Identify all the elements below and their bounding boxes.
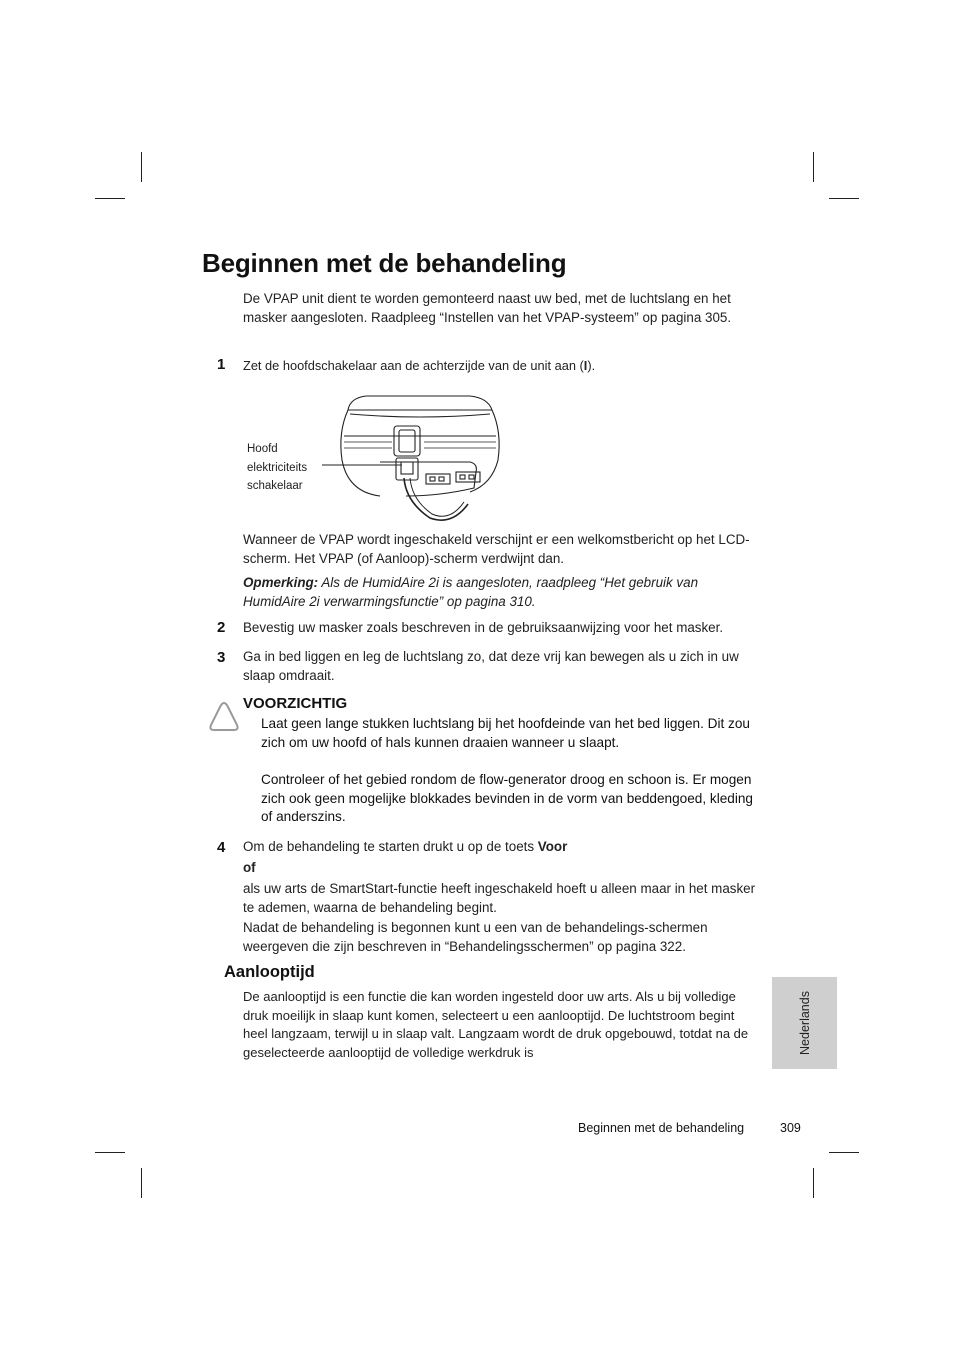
intro-paragraph: De VPAP unit dient te worden gemonteerd naast uw bed, met de luchtslang en het masker aangesloten. Raadpleeg “Instellen van het VPAP-systeem” op pagina 305. — [243, 291, 732, 325]
section-heading: Aanlooptijd — [224, 963, 315, 981]
step-4-continuation-1: als uw arts de SmartStart-functie heeft ingeschakeld hoeft u alleen maar in het masker te ademen, waarna de behandeling begint. — [243, 881, 756, 915]
caution-triangle-icon — [208, 700, 240, 734]
footer-page-number: 309 — [780, 1121, 801, 1135]
crop-mark-top-right-v — [813, 152, 814, 182]
figure-label-line: schakelaar — [247, 480, 303, 492]
aanlooptijd-paragraph: De aanlooptijd is een functie die kan worden ingesteld door uw arts. Als u bij volledige druk moeilijk in slaap kunt komen, selecteert u een aanlooptijd. De luchtstroom begint heel langzaam, terwijl u in slaap valt. Langzaam wordt de druk opgebouwd, totdat na de geselecteerde aanlooptijd de volledige werkdruk is — [243, 989, 749, 1060]
footer-section-title: Beginnen met de behandeling — [578, 1121, 745, 1135]
caution-paragraph-2: Controleer of het gebied rondom de flow-generator droog en schoon is. Er mogen zich ook geen mogelijke blokkades bevinden in de vorm van beddengoed, kleding of anderszins. — [261, 772, 753, 825]
language-tab-label: Nederlands — [797, 991, 812, 1055]
caution-paragraph-1: Laat geen lange stukken luchtslang bij het hoofdeinde van het bed liggen. Dit zou zich om uw hoofd of hals kunnen draaien wanneer u slaapt. — [261, 716, 750, 750]
language-side-tab — [772, 977, 837, 1069]
step-number-2: 2 — [217, 619, 226, 636]
page-title: Beginnen met de behandeling — [202, 248, 567, 278]
step-number-4: 4 — [217, 839, 226, 856]
after-figure-paragraph: Wanneer de VPAP wordt ingeschakeld verschijnt er een welkomstbericht op het LCD-scherm. Het VPAP (of Aanloop)-scherm verdwijnt dan. — [243, 532, 750, 566]
crop-mark-top-right-h — [829, 198, 859, 199]
step-4-or: of — [243, 860, 256, 875]
figure-label-line: Hoofd — [247, 443, 278, 455]
step-2-text: Bevestig uw masker zoals beschreven in de gebruiksaanwijzing voor het masker. — [243, 620, 724, 635]
crop-mark-top-left-v — [141, 152, 142, 182]
note-paragraph: Opmerking: Als de HumidAire 2i is aangesloten, raadpleeg “Het gebruik van HumidAire 2i verwarmingsfunctie” op pagina 310. — [243, 575, 699, 609]
step-3-text: Ga in bed liggen en leg de luchtslang zo, dat deze vrij kan bewegen als u zich in uw slaap omdraait. — [243, 649, 739, 683]
caution-heading: VOORZICHTIG — [243, 695, 348, 712]
figure-label-line: elektriciteits — [247, 461, 308, 474]
crop-mark-bottom-right-v — [813, 1168, 814, 1198]
vpap-unit-illustration — [320, 392, 510, 527]
crop-mark-bottom-left-v — [141, 1168, 142, 1198]
step-1-text: Zet de hoofdschakelaar aan de achterzijde van de unit aan (I). — [243, 358, 596, 373]
step-4-continuation-2: Nadat de behandeling is begonnen kunt u een van de behandelings-schermen weergeven die zijn beschreven in “Behandelingsschermen” op pagina 322. — [243, 920, 708, 954]
step-number-3: 3 — [217, 649, 226, 666]
crop-mark-bottom-right-h — [829, 1152, 859, 1153]
crop-mark-bottom-left-h — [95, 1152, 125, 1153]
step-number-1: 1 — [217, 356, 226, 373]
figure-label — [247, 440, 307, 496]
step-4-text: Om de behandeling te starten drukt u op de toets Voor — [243, 839, 568, 854]
crop-mark-top-left-h — [95, 198, 125, 199]
